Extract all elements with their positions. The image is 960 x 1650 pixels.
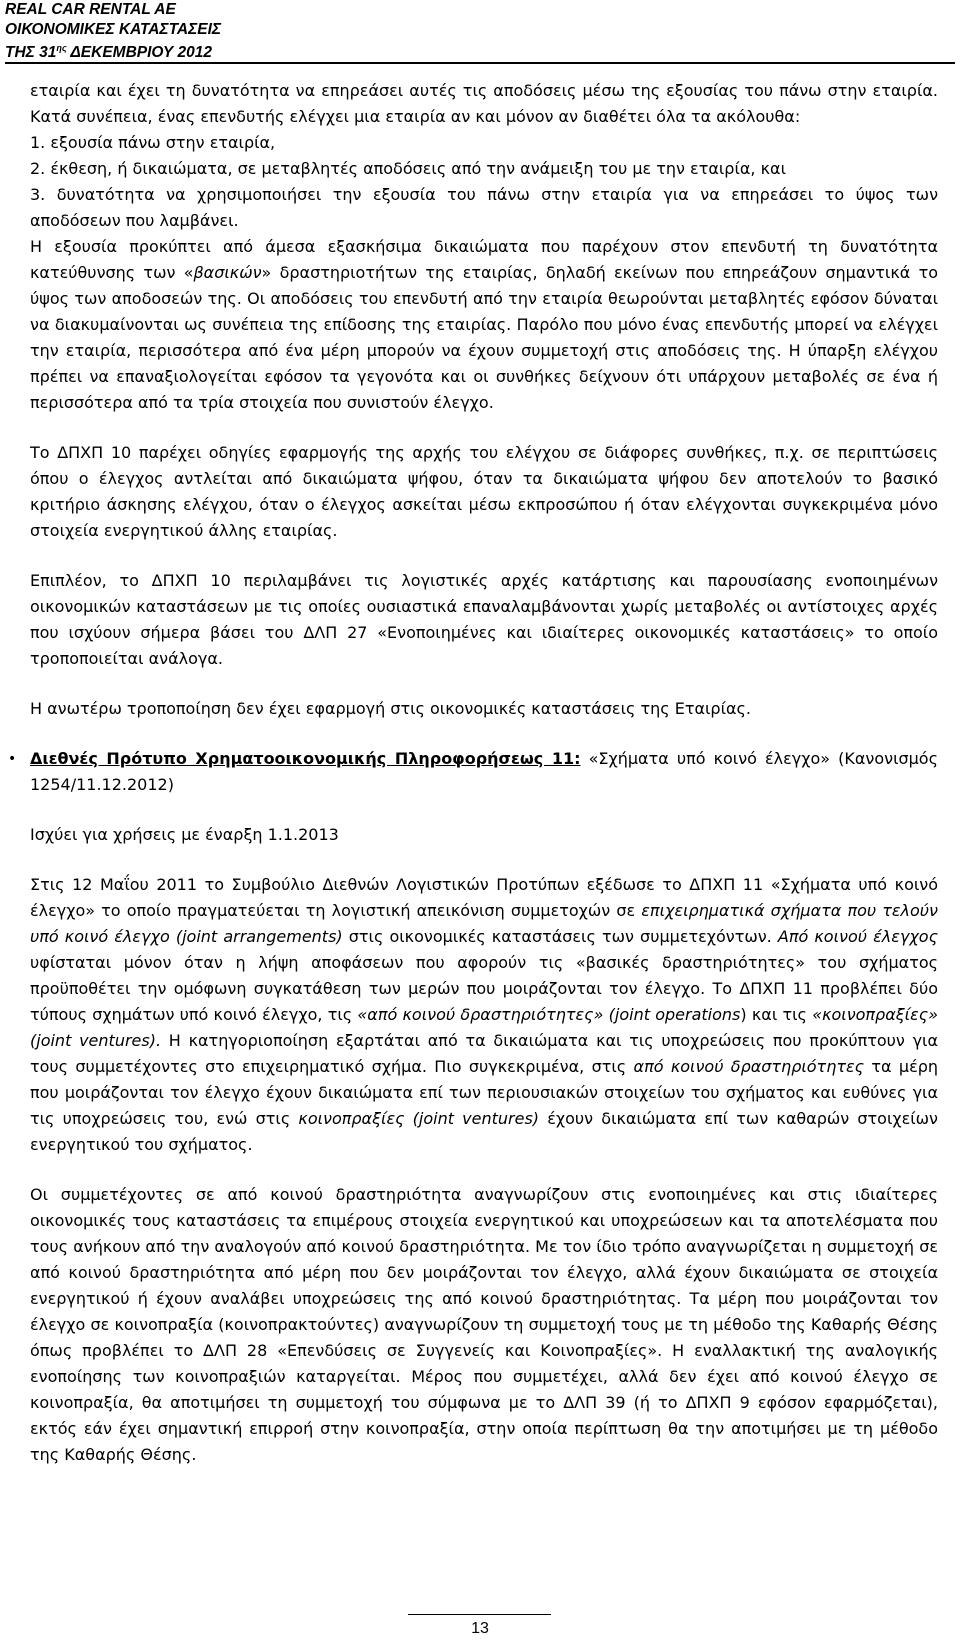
page-content [8, 78, 939, 1468]
text-run: ) και τις [740, 1005, 813, 1024]
text-run: υφίσταται μόνον όταν η λήψη αποφάσεων που αφορούν τις «βασικές δραστηριότητες» του σχήματος προϋποθέτει την ομόφωνη συγκατάθεση των μερών που μοιράζονται τον έλεγχο. Το ΔΠΧΠ 11 προβλέπει δύο τύπους σχημάτων υπό κοινό έλεγχο, τις [30, 953, 938, 1024]
header-rule [5, 62, 955, 64]
period-suffix: ΔΕΚΕΜΒΡΙΟΥ 2012 [66, 44, 212, 61]
emphasis-run: «από κοινού δραστηριότητες» (joint operations [357, 1005, 741, 1024]
list-item-1: 1. εξουσία πάνω στην εταιρία, [30, 133, 276, 152]
no-effect-paragraph: Η ανωτέρω τροποποίηση δεν έχει εφαρμογή στις οικονομικές καταστάσεις της Εταιρίας. [30, 699, 751, 718]
emphasis-run: «κοινοπραξίες» (joint ventures). [30, 1005, 939, 1050]
period-superscript: ης [56, 43, 67, 53]
text-run: Η κατηγοριοποίηση εξαρτάται από τα δικαιώματα και τις υποχρεώσεις που προκύπτουν για τους συμμετέχοντες στο επιχειρηματικό σχήμα. Πιο συγκεκριμένα, στις [30, 1031, 939, 1076]
ifrs11-bullet [8, 746, 938, 798]
emphasis-run: επιχειρηματικά σχήματα που τελούν υπό κοινό έλεγχο (joint arrangements) [30, 901, 938, 946]
power-text-a: Η εξουσία προκύπτει από άμεσα εξασκήσιμα δικαιώματα που παρέχουν στον επενδυτή τη δυνατότητα κατεύθυνσης των « [30, 237, 938, 282]
footer-rule [408, 1614, 551, 1615]
ifrs11-description-paragraph [30, 872, 938, 1158]
period-prefix: ΤΗΣ 31 [5, 44, 57, 61]
list-item-2: 2. έκθεση, ή δικαιώματα, σε μεταβλητές αποδόσεις από την ανάμειξη του με την εταιρία, και [30, 159, 786, 178]
ifrs11-subtitle: «Σχήματα υπό κοινό έλεγχο» (Κανονισμός 1254/11.12.2012) [30, 749, 938, 794]
period-line [5, 39, 955, 63]
company-name: REAL CAR RENTAL AE [5, 1, 176, 18]
text-run: στις οικονομικές καταστάσεις των συμμετεχόντων. [342, 927, 778, 946]
text-run: τα μέρη που μοιράζονται τον έλεγχο έχουν δικαιώματα επί των περιουσιακών στοιχείων του σχήματος και ευθύνες για τις υποχρεώσεις του, ενώ στις [30, 1057, 939, 1128]
power-text-b: » δραστηριοτήτων της εταιρίας, δηλαδή εκείνων που επηρεάζουν σημαντικά το ύψος των αποδοσεών της. Οι αποδόσεις του επενδυτή από την εταιρία θεωρούνται μεταβλητές εφόσον δύναται να διακυμαίνονται ως συνέπεια της επίδοσης της εταιρίας. Παρόλο που μόνο ένας επενδυτής μπορεί να ελέγχει την εταιρία, περισσότερα από ένα μέρη μπορούν να έχουν συμμετοχή στις αποδόσεις της. Η ύπαρξη ελέγχου πρέπει να επαναξιολογείται εφόσον τα γεγονότα και οι συνθήκες δείχνουν ότι υπάρχουν μεταβολές σε ένα ή περισσότερα από τα τρία στοιχεία που συνιστούν έλεγχο. [30, 263, 938, 412]
text-run: έχουν δικαιώματα επί των καθαρών στοιχείων ενεργητικού του σχήματος. [30, 1109, 938, 1154]
page-header [5, 0, 955, 63]
document-title: ΟΙΚΟΝΟΜΙΚΕΣ ΚΑΤΑΣΤΑΣΕΙΣ [5, 20, 222, 38]
ifrs10-guidance-paragraph: Το ΔΠΧΠ 10 παρέχει οδηγίες εφαρμογής της αρχής του ελέγχου σε διάφορες συνθήκες, π.χ. σε περιπτώσεις όπου ο έλεγχος αντλείται από δικαιώματα ψήφου, όταν τα δικαιώματα ψήφου δεν αποτελούν το βασικό κριτήριο άσκησης ελέγχου, όταν ο έλεγχος ασκείται μέσω εκπροσώπου ή όταν ελέγχονται συγκεκριμένα μόνο στοιχεία ενεργητικού άλλης εταιρίας. [30, 443, 938, 540]
list-item-3: 3. δυνατότητα να χρησιμοποιήσει την εξουσία του πάνω στην εταιρία για να επηρεάσει το ύψος των αποδόσεων που λαμβάνει. [30, 185, 938, 230]
effective-date-paragraph: Ισχύει για χρήσεις με έναρξη 1.1.2013 [30, 825, 339, 844]
ifrs10-principles-paragraph: Επιπλέον, το ΔΠΧΠ 10 περιλαμβάνει τις λογιστικές αρχές κατάρτισης και παρουσίασης ενοποιημένων οικονομικών καταστάσεων με τις οποίες ουσιαστικά επαναλαμβάνονται χωρίς μεταβολές οι αντίστοιχες αρχές που ισχύουν σήμερα βάσει του ΔΛΠ 27 «Ενοποιημένες και ιδιαίτερες οικονομικές καταστάσεις» το οποίο τροποποιείται ανάλογα. [30, 571, 938, 668]
page-number: 13 [471, 1620, 489, 1637]
ifrs11-title: Διεθνές Πρότυπο Χρηματοοικονομικής Πληροφορήσεως 11: [30, 749, 581, 768]
bullet-marker: • [8, 751, 17, 767]
intro-paragraph: εταιρία και έχει τη δυνατότητα να επηρεάσει αυτές τις αποδόσεις μέσω της εξουσίας του πάνω στην εταιρία. Κατά συνέπεια, ένας επενδυτής ελέγχει μια εταιρία αν και μόνον αν διαθέτει όλα τα ακόλουθα: [30, 81, 938, 126]
emphasis-run: κοινοπραξίες (joint ventures) [298, 1109, 540, 1128]
emphasis-run: Από κοινού έλεγχος [777, 927, 938, 946]
joint-operations-paragraph: Οι συμμετέχοντες σε από κοινού δραστηριότητα αναγνωρίζουν στις ενοποιημένες και στις ιδιαίτερες οικονομικές τους καταστάσεις τα επιμέρους στοιχεία ενεργητικού και υποχρεώσεων και τα αποτελέσματα που τους ανήκουν από την αναλογούν από κοινού δραστηριότητα. Με τον ίδιο τρόπο αναγνωρίζεται η συμμετοχή σε από κοινού δραστηριότητα από μέρη που δεν μοιράζονται τον έλεγχο, αλλά έχουν δικαιώματα σε στοιχεία ενεργητικού ή έχουν αναλάβει υποχρεώσεις της από κοινού δραστηριότητας. Τα μέρη που μοιράζονται τον έλεγχο σε κοινοπραξία (κοινοπρακτούντες) αναγνωρίζουν τη συμμετοχή τους με τη μέθοδο της Καθαρής Θέσης όπως προβλέπει το ΔΛΠ 28 «Επενδύσεις σε Συγγενείς και Κοινοπραξίες». Η εναλλακτική της αναλογικής ενοποίησης των κοινοπραξιών καταργείται. Μέρος που συμμετέχει, αλλά δεν έχει από κοινού έλεγχο σε κοινοπραξία, θα αποτιμήσει τη συμμετοχή του σύμφωνα με το ΔΛΠ 39 (ή το ΔΠΧΠ 9 εφόσον εφαρμόζεται), εκτός εάν έχει σημαντική επιρροή στην κοινοπραξία, στην οποία περίπτωση θα την αποτιμήσει με τη μέθοδο της Καθαρής Θέσης. [30, 1185, 938, 1464]
ifrs11-heading [30, 746, 938, 798]
text-run: Στις 12 Μαΐου 2011 το Συμβούλιο Διεθνών Λογιστικών Προτύπων εξέδωσε το ΔΠΧΠ 11 «Σχήματα υπό κοινό έλεγχο» το οποίο πραγματεύεται τη λογιστική απεικόνιση συμμετοχών σε [30, 875, 938, 920]
power-paragraph [30, 234, 938, 416]
power-text-em: βασικών [193, 263, 262, 282]
emphasis-run: από κοινού δραστηριότητες [633, 1057, 865, 1076]
